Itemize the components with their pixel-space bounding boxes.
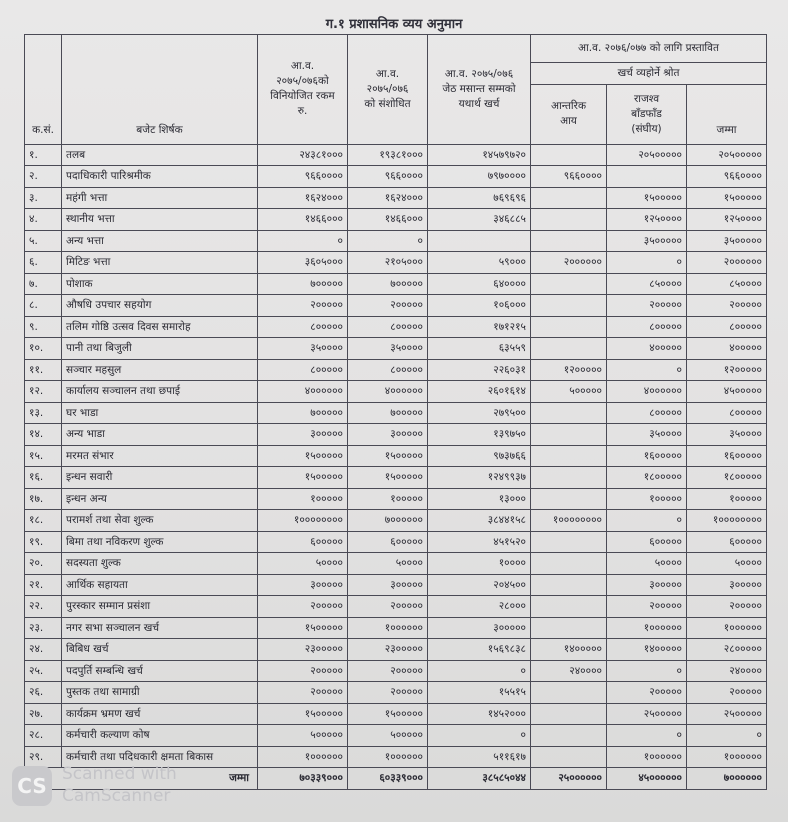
row-allocated: १५००००० bbox=[258, 617, 348, 639]
row-sn: २६. bbox=[25, 682, 62, 704]
row-actual: ९७३७६६ bbox=[428, 445, 531, 467]
header-revenue-l1: राजश्व bbox=[633, 92, 660, 105]
row-internal: २०००००० bbox=[531, 252, 607, 274]
table-row bbox=[25, 273, 767, 295]
row-actual: १७१२१५ bbox=[428, 316, 531, 338]
row-sn: ६. bbox=[25, 252, 62, 274]
total-internal: २५०००००० bbox=[531, 768, 607, 790]
row-internal bbox=[531, 316, 607, 338]
row-budget-head: सञ्चार महसुल bbox=[62, 359, 258, 381]
row-allocated: १६२४००० bbox=[258, 187, 348, 209]
row-actual: २८००० bbox=[428, 596, 531, 618]
row-allocated: १०००००० bbox=[258, 746, 348, 768]
row-total: २०५००००० bbox=[687, 144, 767, 166]
row-total: १२५०००० bbox=[687, 209, 767, 231]
row-total: ५०००० bbox=[687, 553, 767, 575]
row-total: १००००० bbox=[687, 488, 767, 510]
watermark-line2: CamScanner bbox=[62, 786, 171, 806]
row-revenue: ० bbox=[607, 252, 687, 274]
row-revised: ९६६०००० bbox=[348, 166, 428, 188]
row-actual: २७९५०० bbox=[428, 402, 531, 424]
row-actual bbox=[428, 230, 531, 252]
row-allocated: ३५०००० bbox=[258, 338, 348, 360]
row-revised: ८००००० bbox=[348, 316, 428, 338]
row-revenue: १५००००० bbox=[607, 187, 687, 209]
row-total: २००००० bbox=[687, 596, 767, 618]
row-revised: २००००० bbox=[348, 682, 428, 704]
row-budget-head: तलब bbox=[62, 144, 258, 166]
row-internal bbox=[531, 445, 607, 467]
row-internal bbox=[531, 531, 607, 553]
row-budget-head: औषधि उपचार सहयोग bbox=[62, 295, 258, 317]
row-budget-head: मरमत संभार bbox=[62, 445, 258, 467]
row-actual: ३८४४१५८ bbox=[428, 510, 531, 532]
header-actual-l1: आ.व. २०७५/०७६ bbox=[444, 67, 514, 80]
row-allocated: १५००००० bbox=[258, 703, 348, 725]
row-budget-head: कार्यालय सञ्चालन तथा छपाई bbox=[62, 381, 258, 403]
row-actual: २०४५०० bbox=[428, 574, 531, 596]
row-revenue: २००००० bbox=[607, 295, 687, 317]
table-row bbox=[25, 295, 767, 317]
table-row bbox=[25, 424, 767, 446]
row-allocated: २००००० bbox=[258, 682, 348, 704]
row-internal bbox=[531, 230, 607, 252]
header-total: जम्मा bbox=[687, 84, 767, 144]
header-proposed: आ.व. २०७६/०७७ को लागि प्रस्तावित bbox=[531, 35, 767, 63]
row-sn: १०. bbox=[25, 338, 62, 360]
row-revised: ५०००० bbox=[348, 553, 428, 575]
row-revenue bbox=[607, 166, 687, 188]
row-allocated: २००००० bbox=[258, 660, 348, 682]
row-allocated: ५०००० bbox=[258, 553, 348, 575]
row-allocated: ५००००० bbox=[258, 725, 348, 747]
row-actual: १०००० bbox=[428, 553, 531, 575]
row-internal bbox=[531, 596, 607, 618]
row-budget-head: महंगी भत्ता bbox=[62, 187, 258, 209]
table-body bbox=[25, 144, 767, 768]
row-revenue: १०००००० bbox=[607, 617, 687, 639]
row-budget-head: पदाधिकारी पारिश्रमीक bbox=[62, 166, 258, 188]
row-internal bbox=[531, 273, 607, 295]
total-revised: ६०३३९००० bbox=[348, 768, 428, 790]
row-actual: ५११६१७ bbox=[428, 746, 531, 768]
row-total: ८००००० bbox=[687, 402, 767, 424]
row-budget-head: नगर सभा सञ्चालन खर्च bbox=[62, 617, 258, 639]
row-total: १०००००००० bbox=[687, 510, 767, 532]
table-row bbox=[25, 725, 767, 747]
row-sn: १६. bbox=[25, 467, 62, 489]
row-revised: १६२४००० bbox=[348, 187, 428, 209]
header-allocated-l3: विनियोजित रकम bbox=[270, 90, 335, 103]
row-budget-head: अन्य भाडा bbox=[62, 424, 258, 446]
row-revised: ६००००० bbox=[348, 531, 428, 553]
row-actual: ७९७०००० bbox=[428, 166, 531, 188]
row-total: ९६६०००० bbox=[687, 166, 767, 188]
camscanner-logo-icon: CS bbox=[12, 766, 52, 806]
table-row bbox=[25, 166, 767, 188]
row-allocated: १५००००० bbox=[258, 445, 348, 467]
row-internal bbox=[531, 338, 607, 360]
row-actual: ० bbox=[428, 660, 531, 682]
row-actual: १२४९९३७ bbox=[428, 467, 531, 489]
row-internal bbox=[531, 144, 607, 166]
row-revenue: ० bbox=[607, 510, 687, 532]
row-allocated: ४०००००० bbox=[258, 381, 348, 403]
row-internal bbox=[531, 703, 607, 725]
table-row bbox=[25, 316, 767, 338]
row-total: २८००००० bbox=[687, 639, 767, 661]
table-row bbox=[25, 144, 767, 166]
row-budget-head: अन्य भत्ता bbox=[62, 230, 258, 252]
header-internal-l1: आन्तरिक bbox=[550, 100, 587, 112]
row-allocated: ३००००० bbox=[258, 424, 348, 446]
row-revised: ५००००० bbox=[348, 725, 428, 747]
row-revised: २००००० bbox=[348, 295, 428, 317]
row-sn: ३. bbox=[25, 187, 62, 209]
row-revenue: २००००० bbox=[607, 596, 687, 618]
row-budget-head: कार्यक्रम भ्रमण खर्च bbox=[62, 703, 258, 725]
table-row bbox=[25, 402, 767, 424]
row-sn: १३. bbox=[25, 402, 62, 424]
row-budget-head: इन्धन सवारी bbox=[62, 467, 258, 489]
table-row bbox=[25, 359, 767, 381]
camscanner-watermark bbox=[12, 764, 312, 814]
row-allocated: ८००००० bbox=[258, 359, 348, 381]
row-total: २०००००० bbox=[687, 252, 767, 274]
row-revised: १४६६००० bbox=[348, 209, 428, 231]
row-budget-head: आर्थिक सहायता bbox=[62, 574, 258, 596]
row-total: १५००००० bbox=[687, 187, 767, 209]
row-total: ४००००० bbox=[687, 338, 767, 360]
expense-table bbox=[24, 34, 767, 790]
row-revenue: ३००००० bbox=[607, 574, 687, 596]
row-total: १०००००० bbox=[687, 746, 767, 768]
table-row bbox=[25, 617, 767, 639]
row-revenue: ८००००० bbox=[607, 316, 687, 338]
table-row bbox=[25, 381, 767, 403]
row-sn: १९. bbox=[25, 531, 62, 553]
row-allocated: ६००००० bbox=[258, 531, 348, 553]
row-revised: १५००००० bbox=[348, 467, 428, 489]
row-allocated: २००००० bbox=[258, 295, 348, 317]
total-revenue: ४५०००००० bbox=[607, 768, 687, 790]
header-allocated bbox=[258, 35, 348, 145]
row-allocated: १०००००००० bbox=[258, 510, 348, 532]
header-actual-l3: यथार्थ खर्च bbox=[458, 97, 500, 110]
table-row bbox=[25, 682, 767, 704]
row-internal bbox=[531, 553, 607, 575]
row-internal: १०००००००० bbox=[531, 510, 607, 532]
table-row bbox=[25, 187, 767, 209]
row-revised: १९३८१००० bbox=[348, 144, 428, 166]
row-total: २००००० bbox=[687, 295, 767, 317]
row-sn: १४. bbox=[25, 424, 62, 446]
row-total: ३००००० bbox=[687, 574, 767, 596]
row-budget-head: परामर्श तथा सेवा शुल्क bbox=[62, 510, 258, 532]
row-total: २००००० bbox=[687, 682, 767, 704]
header-revised-l3: को संशोधित bbox=[364, 97, 411, 110]
row-sn: २९. bbox=[25, 746, 62, 768]
header-revenue bbox=[607, 84, 687, 144]
row-total: ३५००००० bbox=[687, 230, 767, 252]
row-revised: १००००० bbox=[348, 488, 428, 510]
row-revenue: ४००००० bbox=[607, 338, 687, 360]
row-revenue: ५०००० bbox=[607, 553, 687, 575]
table-row bbox=[25, 596, 767, 618]
row-actual: १५५१५ bbox=[428, 682, 531, 704]
totals-label: जम्मा bbox=[25, 768, 258, 790]
row-internal bbox=[531, 725, 607, 747]
row-total: २५००००० bbox=[687, 703, 767, 725]
row-revenue: ८५०००० bbox=[607, 273, 687, 295]
row-sn: ७. bbox=[25, 273, 62, 295]
row-total: ४५००००० bbox=[687, 381, 767, 403]
row-actual: २२६०३१ bbox=[428, 359, 531, 381]
row-actual: १५६९८३८ bbox=[428, 639, 531, 661]
row-revised: ७०००००० bbox=[348, 510, 428, 532]
row-revised: १५००००० bbox=[348, 703, 428, 725]
row-internal: ९६६०००० bbox=[531, 166, 607, 188]
row-total: ६००००० bbox=[687, 531, 767, 553]
table-row bbox=[25, 531, 767, 553]
row-revised: ८००००० bbox=[348, 359, 428, 381]
row-revenue: ० bbox=[607, 725, 687, 747]
row-budget-head: पदपुर्ति सम्बन्धि खर्च bbox=[62, 660, 258, 682]
row-actual: १०६००० bbox=[428, 295, 531, 317]
header-allocated-l2: २०७५/०७६को bbox=[276, 75, 329, 88]
row-actual: १४५७९७२० bbox=[428, 144, 531, 166]
row-total: ८००००० bbox=[687, 316, 767, 338]
row-budget-head: बिमा तथा नविकरण शुल्क bbox=[62, 531, 258, 553]
row-sn: ४. bbox=[25, 209, 62, 231]
row-revenue: १०००००० bbox=[607, 746, 687, 768]
row-revised: ३००००० bbox=[348, 574, 428, 596]
row-revised: १५००००० bbox=[348, 445, 428, 467]
row-budget-head: बिबिध खर्च bbox=[62, 639, 258, 661]
row-sn: ११. bbox=[25, 359, 62, 381]
table-row bbox=[25, 488, 767, 510]
table-row bbox=[25, 467, 767, 489]
header-source: खर्च व्यहोर्ने श्रोत bbox=[531, 63, 767, 85]
row-revenue: ६००००० bbox=[607, 531, 687, 553]
row-revenue: २०५००००० bbox=[607, 144, 687, 166]
row-revised: २००००० bbox=[348, 596, 428, 618]
row-sn: ९. bbox=[25, 316, 62, 338]
row-revised: ७००००० bbox=[348, 402, 428, 424]
row-actual: ५९००० bbox=[428, 252, 531, 274]
row-actual: ६३५५९ bbox=[428, 338, 531, 360]
row-sn: १२. bbox=[25, 381, 62, 403]
row-internal: २४०००० bbox=[531, 660, 607, 682]
row-internal: ५००००० bbox=[531, 381, 607, 403]
row-sn: २१. bbox=[25, 574, 62, 596]
table-row bbox=[25, 574, 767, 596]
row-actual: ३००००० bbox=[428, 617, 531, 639]
row-revised: १०००००० bbox=[348, 617, 428, 639]
row-revenue: ० bbox=[607, 359, 687, 381]
row-actual: ० bbox=[428, 725, 531, 747]
row-internal: १२००००० bbox=[531, 359, 607, 381]
row-revised: ० bbox=[348, 230, 428, 252]
row-sn: २३. bbox=[25, 617, 62, 639]
table-row bbox=[25, 338, 767, 360]
row-sn: २५. bbox=[25, 660, 62, 682]
row-actual: ३४६८८५ bbox=[428, 209, 531, 231]
row-revised: १०००००० bbox=[348, 746, 428, 768]
row-budget-head: इन्धन अन्य bbox=[62, 488, 258, 510]
row-internal bbox=[531, 424, 607, 446]
row-budget-head: स्थानीय भत्ता bbox=[62, 209, 258, 231]
table-row bbox=[25, 445, 767, 467]
row-internal bbox=[531, 488, 607, 510]
header-budget-head: बजेट शिर्षक bbox=[62, 35, 258, 145]
row-budget-head: पुस्तक तथा सामाग्री bbox=[62, 682, 258, 704]
row-sn: ५. bbox=[25, 230, 62, 252]
header-actual-l2: जेठ मसान्त सम्मको bbox=[442, 82, 516, 95]
row-budget-head: पानी तथा बिजुली bbox=[62, 338, 258, 360]
row-sn: ८. bbox=[25, 295, 62, 317]
row-revenue: ४०००००० bbox=[607, 381, 687, 403]
row-revenue: २५००००० bbox=[607, 703, 687, 725]
header-internal-l2: आय bbox=[560, 115, 577, 127]
row-budget-head: सदस्यता शुल्क bbox=[62, 553, 258, 575]
row-total: ० bbox=[687, 725, 767, 747]
header-revised bbox=[348, 35, 428, 145]
row-revised: २००००० bbox=[348, 660, 428, 682]
row-allocated: ३६०५००० bbox=[258, 252, 348, 274]
row-internal bbox=[531, 187, 607, 209]
row-allocated: १४६६००० bbox=[258, 209, 348, 231]
table-row bbox=[25, 510, 767, 532]
row-allocated: ७००००० bbox=[258, 402, 348, 424]
total-allocated: ७०३३९००० bbox=[258, 768, 348, 790]
table-row bbox=[25, 639, 767, 661]
row-budget-head: मिटिङ भत्ता bbox=[62, 252, 258, 274]
row-sn: २०. bbox=[25, 553, 62, 575]
row-total: १२००००० bbox=[687, 359, 767, 381]
row-internal bbox=[531, 574, 607, 596]
row-revised: ३५०००० bbox=[348, 338, 428, 360]
row-revenue: ३५०००० bbox=[607, 424, 687, 446]
row-sn: १५. bbox=[25, 445, 62, 467]
row-budget-head: कर्मचारी कल्याण कोष bbox=[62, 725, 258, 747]
row-sn: २४. bbox=[25, 639, 62, 661]
row-total: १०००००० bbox=[687, 617, 767, 639]
row-budget-head: कर्मचारी तथा पदिधकारी क्षमता बिकास bbox=[62, 746, 258, 768]
row-sn: २२. bbox=[25, 596, 62, 618]
row-total: २४०००० bbox=[687, 660, 767, 682]
row-internal bbox=[531, 617, 607, 639]
row-internal bbox=[531, 209, 607, 231]
row-sn: १८. bbox=[25, 510, 62, 532]
table-row bbox=[25, 703, 767, 725]
row-budget-head: घर भाडा bbox=[62, 402, 258, 424]
header-allocated-l4: रु. bbox=[297, 105, 308, 118]
row-revised: २१०५००० bbox=[348, 252, 428, 274]
row-revenue: ३५००००० bbox=[607, 230, 687, 252]
row-actual: १४५२००० bbox=[428, 703, 531, 725]
row-allocated: २००००० bbox=[258, 596, 348, 618]
row-revenue: ८००००० bbox=[607, 402, 687, 424]
total-actual: ३८५८५०४४ bbox=[428, 768, 531, 790]
table-row bbox=[25, 230, 767, 252]
row-revenue: १८००००० bbox=[607, 467, 687, 489]
header-allocated-l1: आ.व. bbox=[290, 60, 315, 73]
row-internal bbox=[531, 402, 607, 424]
row-internal bbox=[531, 746, 607, 768]
row-allocated: ३००००० bbox=[258, 574, 348, 596]
row-allocated: २३००००० bbox=[258, 639, 348, 661]
row-actual: २६०१६१४ bbox=[428, 381, 531, 403]
row-sn: २७. bbox=[25, 703, 62, 725]
row-budget-head: तलिम गोष्ठि उत्सव दिवस समारोह bbox=[62, 316, 258, 338]
row-total: १६००००० bbox=[687, 445, 767, 467]
row-allocated: ८००००० bbox=[258, 316, 348, 338]
row-actual: १३९७५० bbox=[428, 424, 531, 446]
row-internal: १४००००० bbox=[531, 639, 607, 661]
row-budget-head: पुरस्कार सम्मान प्रसंशा bbox=[62, 596, 258, 618]
row-revenue: २००००० bbox=[607, 682, 687, 704]
row-internal bbox=[531, 295, 607, 317]
header-sn: क.सं. bbox=[25, 35, 62, 145]
header-revised-l2: २०७५/०७६ bbox=[366, 82, 409, 95]
row-revised: ४०००००० bbox=[348, 381, 428, 403]
row-allocated: १५००००० bbox=[258, 467, 348, 489]
watermark-line1: Scanned with bbox=[62, 764, 177, 784]
row-actual: १३००० bbox=[428, 488, 531, 510]
row-revised: ३००००० bbox=[348, 424, 428, 446]
row-allocated: ७००००० bbox=[258, 273, 348, 295]
row-total: १८००००० bbox=[687, 467, 767, 489]
row-actual: ६४०००० bbox=[428, 273, 531, 295]
row-allocated: ९६६०००० bbox=[258, 166, 348, 188]
row-internal bbox=[531, 467, 607, 489]
row-revenue: १००००० bbox=[607, 488, 687, 510]
row-sn: १. bbox=[25, 144, 62, 166]
row-allocated: ० bbox=[258, 230, 348, 252]
row-revenue: १२५०००० bbox=[607, 209, 687, 231]
page-title: ग.१ प्रशासनिक व्यय अनुमान bbox=[325, 17, 463, 32]
row-sn: १७. bbox=[25, 488, 62, 510]
row-total: ३५०००० bbox=[687, 424, 767, 446]
row-revised: ७००००० bbox=[348, 273, 428, 295]
row-actual: ७६९६९६ bbox=[428, 187, 531, 209]
row-budget-head: पोशाक bbox=[62, 273, 258, 295]
row-actual: ४५१५२० bbox=[428, 531, 531, 553]
table-row bbox=[25, 209, 767, 231]
row-sn: २८. bbox=[25, 725, 62, 747]
table-row bbox=[25, 553, 767, 575]
row-sn: २. bbox=[25, 166, 62, 188]
row-revenue: १४००००० bbox=[607, 639, 687, 661]
row-revised: २३००००० bbox=[348, 639, 428, 661]
row-allocated: २४३८१००० bbox=[258, 144, 348, 166]
header-actual bbox=[428, 35, 531, 145]
row-revenue: ० bbox=[607, 660, 687, 682]
header-revised-l1: आ.व. bbox=[375, 67, 400, 80]
header-internal bbox=[531, 84, 607, 144]
header-revenue-l2: बाँडफाँड bbox=[631, 107, 662, 120]
total-sum: ७०००००० bbox=[687, 768, 767, 790]
row-internal bbox=[531, 682, 607, 704]
table-row bbox=[25, 660, 767, 682]
row-allocated: १००००० bbox=[258, 488, 348, 510]
row-total: ८५०००० bbox=[687, 273, 767, 295]
row-revenue: १६००००० bbox=[607, 445, 687, 467]
table-row bbox=[25, 252, 767, 274]
header-revenue-l3: (संघीय) bbox=[631, 122, 662, 135]
